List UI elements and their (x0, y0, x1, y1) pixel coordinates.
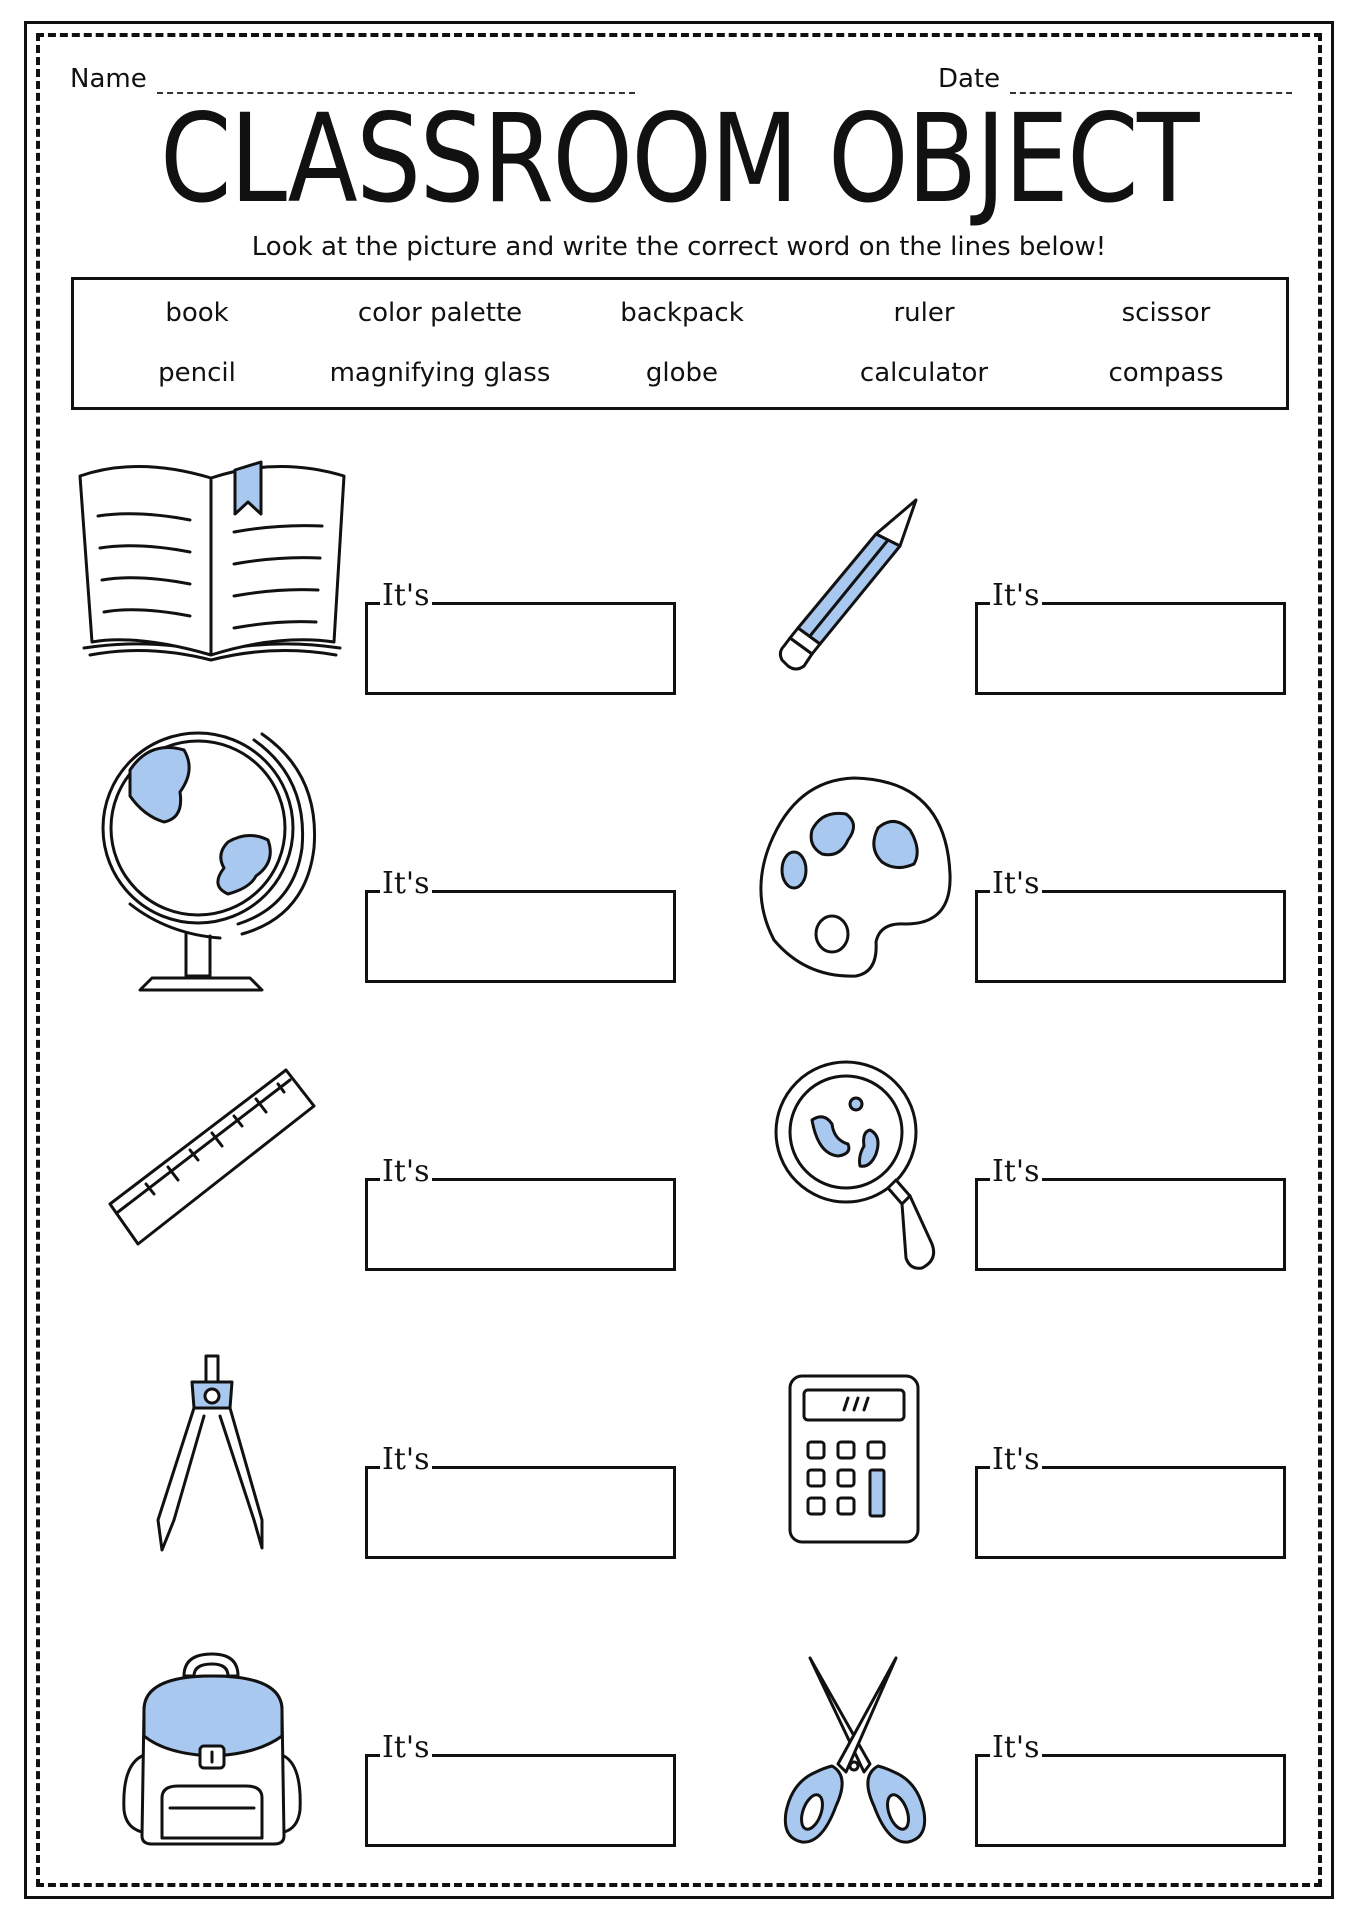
answer-box-1[interactable] (365, 578, 676, 695)
its-label: It's (992, 1442, 1040, 1477)
answer-box-7[interactable] (365, 1442, 676, 1559)
word-bank-item: scissor (1121, 298, 1211, 328)
word-bank-item: backpack (620, 298, 744, 328)
its-label: It's (382, 866, 430, 901)
word-bank-item: magnifying glass (329, 358, 551, 388)
answer-box-4[interactable] (975, 866, 1286, 983)
word-bank-item: compass (1108, 358, 1224, 388)
answer-box-3[interactable] (365, 866, 676, 983)
answer-box-9[interactable] (365, 1730, 676, 1847)
scissors-icon (780, 1654, 930, 1850)
word-bank-item: pencil (158, 358, 236, 388)
globe-icon (100, 726, 322, 996)
word-bank-item: book (165, 298, 229, 328)
magnifying-glass-icon (772, 1058, 940, 1276)
answer-box-6[interactable] (975, 1154, 1286, 1271)
answer-box-2[interactable] (975, 578, 1286, 695)
pencil-icon (776, 494, 934, 674)
its-label: It's (992, 1730, 1040, 1765)
answer-box-10[interactable] (975, 1730, 1286, 1847)
word-bank-item: calculator (859, 358, 989, 388)
color-palette-icon (756, 774, 954, 980)
its-label: It's (992, 866, 1040, 901)
calculator-icon (786, 1372, 922, 1546)
date-label: Date (938, 64, 1001, 94)
its-label: It's (992, 1154, 1040, 1189)
word-bank-item: globe (645, 358, 719, 388)
instructions: Look at the picture and write the correct word on the lines below! (251, 232, 1107, 262)
its-label: It's (382, 578, 430, 613)
its-label: It's (382, 1730, 430, 1765)
its-label: It's (992, 578, 1040, 613)
ruler-icon (106, 1066, 320, 1250)
page-title: CLASSROOM OBJECT (160, 88, 1198, 230)
word-bank (71, 277, 1289, 410)
answer-box-8[interactable] (975, 1442, 1286, 1559)
its-label: It's (382, 1154, 430, 1189)
backpack-icon (118, 1650, 304, 1848)
book-icon (78, 452, 348, 678)
compass-icon (150, 1352, 272, 1556)
answer-box-5[interactable] (365, 1154, 676, 1271)
word-bank-item: color palette (357, 298, 523, 328)
word-bank-item: ruler (893, 298, 955, 328)
name-label: Name (70, 64, 147, 94)
its-label: It's (382, 1442, 430, 1477)
